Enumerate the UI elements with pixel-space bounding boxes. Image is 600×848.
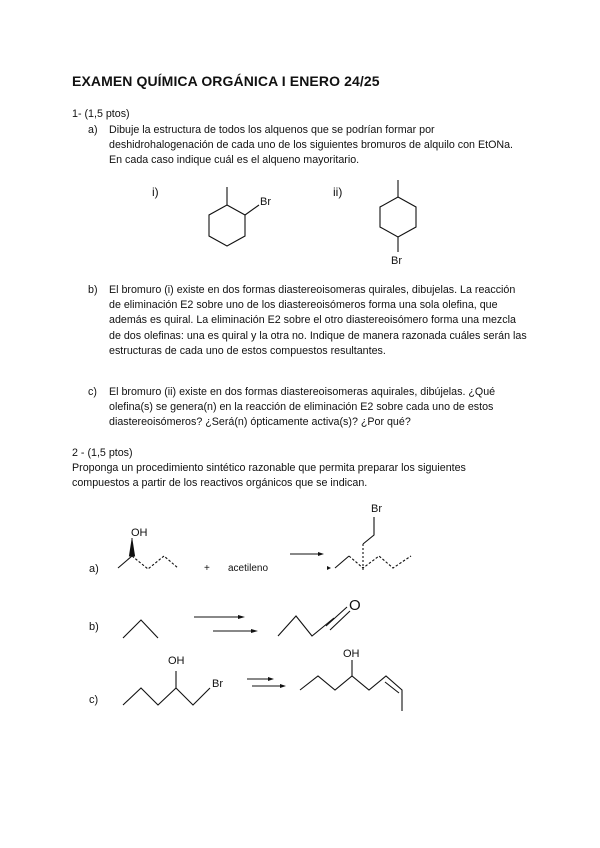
item-text: Dibuje la estructura de todos los alquenos que se podrían formar por deshidrohalogenación de cada uno de los siguientes bromuros de alquilo con EtONa. En cada caso indique cuál es el alqueno mayoritario. xyxy=(109,124,514,167)
question-2-header: 2 - (1,5 ptos) xyxy=(72,447,133,459)
product-c-chain xyxy=(300,676,402,711)
o-label-b: O xyxy=(349,597,361,614)
product-b-chain xyxy=(278,616,334,636)
structure-label-ii: ii) xyxy=(333,185,343,199)
scheme-label-b: b) xyxy=(89,621,99,633)
scheme-label-c: c) xyxy=(89,694,99,706)
oh-label-c: OH xyxy=(168,655,185,667)
arrow-b-lower-head xyxy=(251,629,258,633)
item-text: El bromuro (ii) existe en dos formas diastereoisomeras aquirales, dibújelas. ¿Qué olefina(s) se genera(n) en la reacción de eliminación E2 sobre cada uno de estos diastereoisómeros? ¿Será(n) ópticamente activa(s)? ¿Por qué? xyxy=(109,386,496,429)
arrow-a-upper-head xyxy=(318,552,324,556)
structure-label-i: i) xyxy=(152,185,159,199)
br-label-a: Br xyxy=(371,503,382,515)
br-label-c: Br xyxy=(212,678,223,690)
arrow-a-lower-head xyxy=(327,566,331,570)
reactant-b-chain xyxy=(123,620,158,638)
arrow-c-upper-head xyxy=(268,677,274,681)
br-label-i: Br xyxy=(260,196,271,208)
product-a-bromomethyl xyxy=(363,517,374,544)
item-label: c) xyxy=(88,386,97,398)
reagent-acetileno: acetileno xyxy=(228,563,269,574)
scheme-label-a: a) xyxy=(89,563,99,575)
br-label-ii: Br xyxy=(391,255,402,267)
item-text: El bromuro (i) existe en dos formas diastereoisomeras quirales, dibujelas. La reacción de eliminación E2 sobre uno de los diastereoisómeros forma una sola olefina, que además es quiral. La eliminación E2 sobre el otro diastereoisómero forma una mezcla de dos olefinas: una es quiral y la otra no. Indique de manera razonada cuáles serán las estructuras de cada uno de estos compuestos resultantes. xyxy=(109,284,527,357)
wedge-bond-a xyxy=(130,540,135,556)
product-c-double-bond xyxy=(385,682,399,693)
arrow-c-lower-head xyxy=(280,684,286,688)
arrow-b-upper-head xyxy=(238,615,245,619)
product-a-dashed-chain xyxy=(349,556,411,568)
product-a-chain xyxy=(335,556,349,568)
plus-sign: + xyxy=(204,563,210,574)
reactant-a-dashed-chain xyxy=(132,556,178,569)
question-2-text: Proponga un procedimiento sintético razonable que permita preparar los siguientes compuestos a partir de los reactivos orgánicos que se indican. xyxy=(72,462,466,490)
item-label: a) xyxy=(88,124,98,136)
oh-label-product-c: OH xyxy=(343,648,360,660)
reactant-c-chain xyxy=(123,688,210,705)
exam-title: EXAMEN QUÍMICA ORGÁNICA I ENERO 24/25 xyxy=(72,73,380,89)
question-1-header: 1- (1,5 ptos) xyxy=(72,108,130,120)
oh-label-a: OH xyxy=(131,527,148,539)
item-label: b) xyxy=(88,284,98,296)
reactant-a-chain xyxy=(118,556,132,568)
